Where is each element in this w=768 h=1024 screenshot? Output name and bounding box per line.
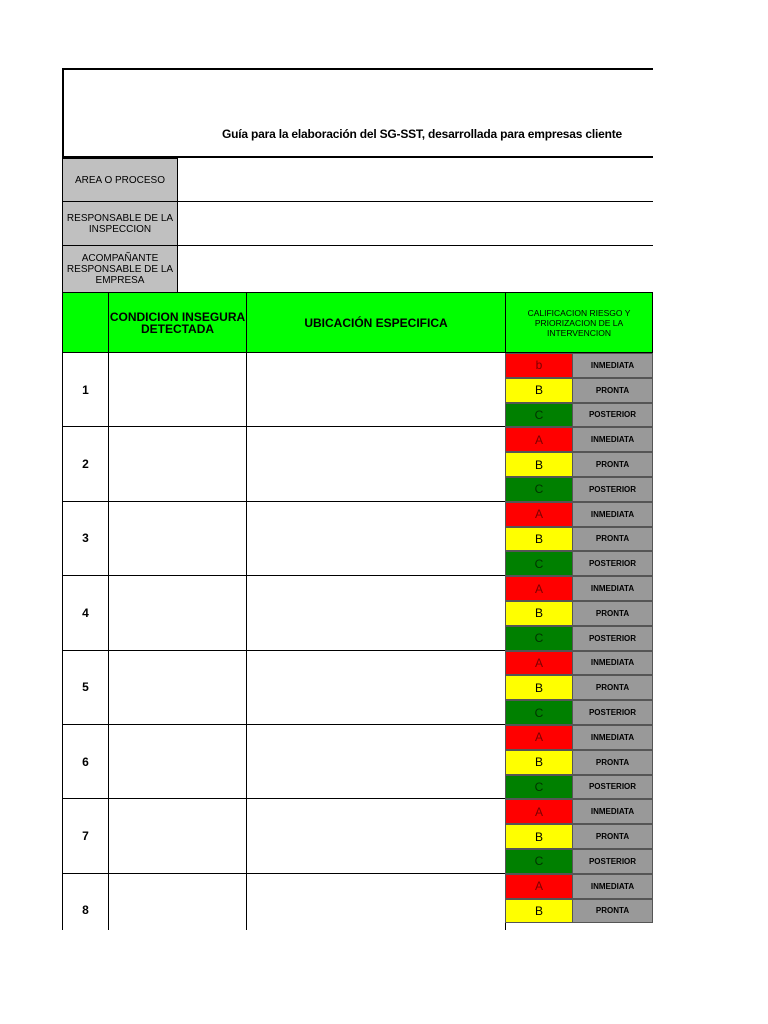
rating-option bbox=[505, 849, 653, 874]
rating-option bbox=[505, 750, 653, 775]
risk-level-cell[interactable]: A bbox=[505, 799, 573, 824]
acompanante-label: ACOMPAÑANTE RESPONSABLE DE LA EMPRESA bbox=[62, 245, 178, 293]
row-number: 1 bbox=[62, 353, 109, 427]
rating-option bbox=[505, 775, 653, 800]
table-row bbox=[62, 799, 653, 873]
risk-level-cell[interactable]: A bbox=[505, 427, 573, 452]
rating-option bbox=[505, 700, 653, 725]
risk-level-cell[interactable]: B bbox=[505, 899, 573, 924]
responsable-label: RESPONSABLE DE LA INSPECCION bbox=[62, 201, 178, 246]
priority-cell: INMEDIATA bbox=[572, 725, 653, 750]
condicion-cell[interactable] bbox=[108, 353, 247, 427]
priority-cell: INMEDIATA bbox=[572, 576, 653, 601]
rating-option bbox=[505, 502, 653, 527]
risk-level-cell[interactable]: B bbox=[505, 675, 573, 700]
column-header-calificacion: CALIFICACION RIESGO Y PRIORIZACION DE LA INTERVENCION bbox=[505, 292, 653, 353]
priority-cell: PRONTA bbox=[572, 452, 653, 477]
condicion-cell[interactable] bbox=[108, 725, 247, 799]
risk-level-cell[interactable]: C bbox=[505, 626, 573, 651]
priority-cell: INMEDIATA bbox=[572, 799, 653, 824]
table-row bbox=[62, 576, 653, 650]
condicion-cell[interactable] bbox=[108, 427, 247, 501]
area-field[interactable] bbox=[178, 158, 653, 202]
risk-level-cell[interactable]: B bbox=[505, 527, 573, 552]
rating-option bbox=[505, 824, 653, 849]
risk-level-cell[interactable]: C bbox=[505, 849, 573, 874]
responsable-field[interactable] bbox=[178, 201, 653, 246]
table-row bbox=[62, 353, 653, 427]
priority-cell: POSTERIOR bbox=[572, 626, 653, 651]
rating-option bbox=[505, 353, 653, 378]
priority-cell: PRONTA bbox=[572, 750, 653, 775]
priority-cell: POSTERIOR bbox=[572, 849, 653, 874]
priority-cell: PRONTA bbox=[572, 899, 653, 924]
rating-option bbox=[505, 403, 653, 428]
ubicacion-cell[interactable] bbox=[246, 874, 506, 930]
rating-option bbox=[505, 725, 653, 750]
column-header-ubicacion: UBICACIÓN ESPECIFICA bbox=[246, 292, 506, 353]
page-title: Guía para la elaboración del SG-SST, desarrollada para empresas cliente bbox=[222, 127, 622, 141]
ubicacion-cell[interactable] bbox=[246, 353, 506, 427]
risk-level-cell[interactable]: C bbox=[505, 477, 573, 502]
rating-option bbox=[505, 527, 653, 552]
column-header-condicion: CONDICION INSEGURA DETECTADA bbox=[108, 292, 247, 353]
table-row bbox=[62, 651, 653, 725]
rating-option bbox=[505, 874, 653, 899]
risk-level-cell[interactable]: C bbox=[505, 403, 573, 428]
risk-level-cell[interactable]: A bbox=[505, 576, 573, 601]
risk-level-cell[interactable]: B bbox=[505, 378, 573, 403]
table-row bbox=[62, 725, 653, 799]
priority-cell: POSTERIOR bbox=[572, 775, 653, 800]
rating-option bbox=[505, 427, 653, 452]
header-box bbox=[62, 68, 653, 158]
priority-cell: PRONTA bbox=[572, 601, 653, 626]
column-header-number bbox=[62, 292, 109, 353]
priority-cell: PRONTA bbox=[572, 527, 653, 552]
condicion-cell[interactable] bbox=[108, 576, 247, 650]
condicion-cell[interactable] bbox=[108, 874, 247, 930]
row-number: 5 bbox=[62, 651, 109, 725]
rating-option bbox=[505, 899, 653, 924]
rating-option bbox=[505, 799, 653, 824]
row-number: 4 bbox=[62, 576, 109, 650]
priority-cell: POSTERIOR bbox=[572, 403, 653, 428]
table-row bbox=[62, 874, 653, 930]
row-number: 3 bbox=[62, 502, 109, 576]
priority-cell: PRONTA bbox=[572, 378, 653, 403]
inspection-sheet bbox=[62, 68, 653, 930]
priority-cell: POSTERIOR bbox=[572, 551, 653, 576]
rating-option bbox=[505, 477, 653, 502]
row-number: 6 bbox=[62, 725, 109, 799]
priority-cell: PRONTA bbox=[572, 675, 653, 700]
priority-cell: INMEDIATA bbox=[572, 874, 653, 899]
risk-level-cell[interactable]: B bbox=[505, 452, 573, 477]
condicion-cell[interactable] bbox=[108, 799, 247, 873]
ubicacion-cell[interactable] bbox=[246, 576, 506, 650]
ubicacion-cell[interactable] bbox=[246, 725, 506, 799]
priority-cell: POSTERIOR bbox=[572, 477, 653, 502]
risk-level-cell[interactable]: A bbox=[505, 651, 573, 676]
ubicacion-cell[interactable] bbox=[246, 502, 506, 576]
priority-cell: INMEDIATA bbox=[572, 427, 653, 452]
risk-level-cell[interactable]: B bbox=[505, 750, 573, 775]
row-number: 2 bbox=[62, 427, 109, 501]
priority-cell: INMEDIATA bbox=[572, 502, 653, 527]
risk-level-cell[interactable]: A bbox=[505, 874, 573, 899]
rating-option bbox=[505, 576, 653, 601]
rating-option bbox=[505, 601, 653, 626]
rating-option bbox=[505, 551, 653, 576]
condicion-cell[interactable] bbox=[108, 651, 247, 725]
risk-level-cell[interactable]: A bbox=[505, 725, 573, 750]
condicion-cell[interactable] bbox=[108, 502, 247, 576]
priority-cell: PRONTA bbox=[572, 824, 653, 849]
row-number: 8 bbox=[62, 874, 109, 930]
risk-level-cell[interactable]: b bbox=[505, 353, 573, 378]
row-number: 7 bbox=[62, 799, 109, 873]
risk-level-cell[interactable]: C bbox=[505, 700, 573, 725]
table-row bbox=[62, 427, 653, 501]
risk-level-cell[interactable]: C bbox=[505, 775, 573, 800]
priority-cell: POSTERIOR bbox=[572, 700, 653, 725]
priority-cell: INMEDIATA bbox=[572, 353, 653, 378]
ubicacion-cell[interactable] bbox=[246, 427, 506, 501]
ubicacion-cell[interactable] bbox=[246, 651, 506, 725]
rating-option bbox=[505, 626, 653, 651]
ubicacion-cell[interactable] bbox=[246, 799, 506, 873]
rating-option bbox=[505, 378, 653, 403]
rating-option bbox=[505, 452, 653, 477]
area-label: AREA O PROCESO bbox=[62, 158, 178, 202]
risk-level-cell[interactable]: A bbox=[505, 502, 573, 527]
risk-level-cell[interactable]: C bbox=[505, 551, 573, 576]
acompanante-field[interactable] bbox=[178, 245, 653, 293]
risk-level-cell[interactable]: B bbox=[505, 601, 573, 626]
risk-level-cell[interactable]: B bbox=[505, 824, 573, 849]
rating-option bbox=[505, 651, 653, 676]
rating-option bbox=[505, 675, 653, 700]
table-row bbox=[62, 502, 653, 576]
priority-cell: INMEDIATA bbox=[572, 651, 653, 676]
